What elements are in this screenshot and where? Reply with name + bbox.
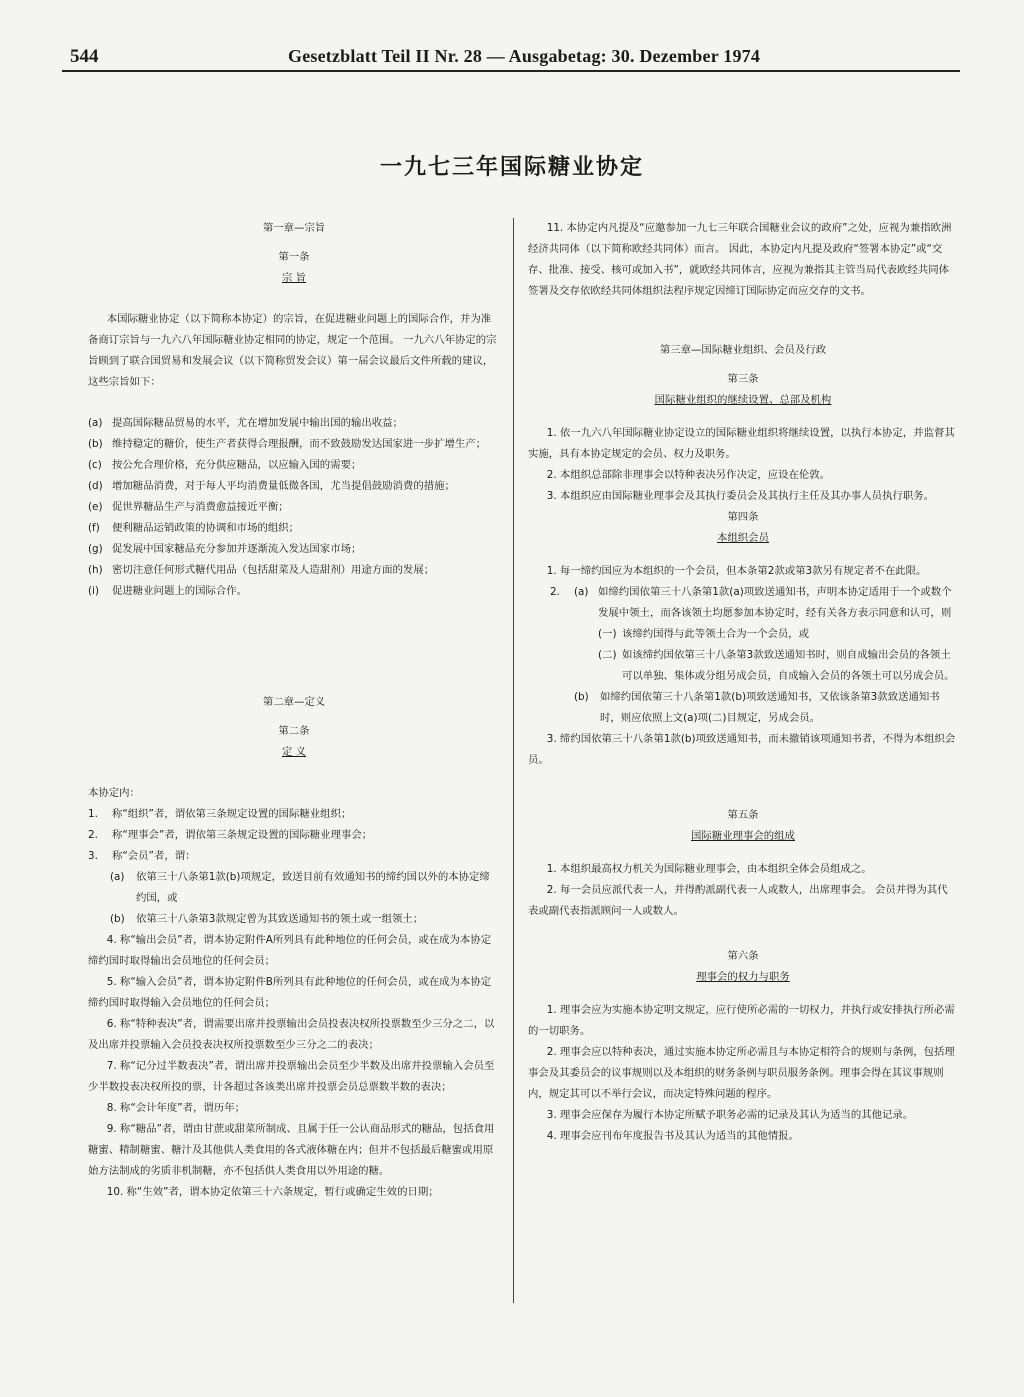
paragraph: 本国际糖业协定（以下简称本协定）的宗旨，在促进糖业问题上的国际合作，并为准备商订宗旨与一九六八年国际糖业协定相同的协定，规定一个范围。 一九六八年协定的宗旨顾到了联合国贸易和发展会议（以下简称贸发会议）第一届会议最后文件所载的建议，这些宗旨如下：: [88, 313, 497, 388]
paragraph: 8. 称“会计年度”者，谓历年；: [106, 1102, 245, 1114]
list-item-label: (b): [88, 438, 103, 450]
running-header: [62, 44, 960, 72]
list-item-text: 增加糖品消费，对于每人平均消费量低微各国，尤当提倡鼓励消费的措施；: [112, 480, 455, 492]
list-item-text: 促进糖业问题上的国际合作。: [112, 585, 248, 597]
list-item-text: 按公允合理价格，充分供应糖品，以应输入国的需要；: [112, 459, 362, 471]
paragraph: 2. 本组织总部除非理事会以特种表决另作决定，应设在伦敦。: [546, 469, 831, 481]
paragraph: 2. 理事会应以特种表决，通过实施本协定所必需且与本协定相符合的规则与条例，包括理事会及其委员会的议事规则以及本组织的财务条例与职员服务条例。理事会得在其议事规则内，规定其可以不举行会议，而决定特殊问题的程序。: [528, 1046, 955, 1100]
list-item: [88, 476, 500, 497]
paragraph: 11. 本协定内凡提及“应邀参加一九七三年联合国糖业会议的政府”之处，应视为兼指欧洲经济共同体（以下简称欧经共同体）而言。 因此，本协定内凡提及政府“签署本协定”或“交存、批准、接受、核可或加入书”，就欧经共同体言，应视为兼指其主管当局代表欧经共同体签署及交存依欧经共同体组织法程序规定因缔订国际协定而应交存的文书。: [528, 222, 952, 297]
paragraph: 4. 称“输出会员”者，谓本协定附件A所列具有此种地位的任何会员，或在成为本协定缔约国时取得输出会员地位的任何会员；: [88, 934, 492, 967]
article-title: 本组织会员: [717, 532, 769, 544]
objectives-list: [88, 413, 500, 602]
list-item-text: 促世界糖品生产与消费愈益接近平衡；: [112, 501, 289, 513]
chapter-heading: 第二章—定义: [262, 696, 326, 708]
list-item-label: (i): [88, 585, 99, 597]
article-title: 国际糖业理事会的组成: [691, 830, 795, 842]
paragraph-item: 2. (a) 如缔约国依第三十八条第1款(a)项致送通知书，声明本协定适用于一个或数个发展中领土，而各该领土均愿参加本协定时，经有关各方表示同意和认可，则: [550, 586, 952, 619]
list-item-label: (e): [88, 501, 103, 513]
article-number: 第五条: [727, 809, 759, 821]
paragraph: 1. 依一九六八年国际糖业协定设立的国际糖业组织将继续设置，以执行本协定，并监督其实施，具有本协定规定的会员、权力及职务。: [528, 427, 955, 460]
article-number: 第二条: [278, 725, 310, 737]
list-item: [88, 539, 500, 560]
paragraph: 5. 称“输入会员”者，谓本协定附件B所列具有此种地位的任何会员，或在成为本协定缔约国时取得输入会员地位的任何会员；: [88, 976, 492, 1009]
list-item: [88, 497, 500, 518]
paragraph: 本协定内：: [88, 787, 140, 799]
chapter-heading: 第一章—宗旨: [262, 222, 326, 234]
list-item-label: (a): [88, 417, 103, 429]
article-number: 第一条: [278, 251, 310, 263]
paragraph: 3. 理事会应保存为履行本协定所赋予职务必需的记录及其认为适当的其他记录。: [546, 1109, 914, 1121]
article-title: 理事会的权力与职务: [696, 971, 790, 983]
definition-item: 1. 称“组织”者，谓依第三条规定设置的国际糖业组织；: [88, 808, 352, 820]
right-column: [528, 218, 958, 1147]
paragraph: 1. 理事会应为实施本协定明文规定，应行使所必需的一切权力，并执行或安排执行所必需的一切职务。: [528, 1004, 955, 1037]
list-item: [88, 413, 500, 434]
definition-item: 3. 称“会员”者，谓：: [88, 850, 196, 862]
list-item-label: (d): [88, 480, 103, 492]
chapter-heading: 第三章—国际糖业组织、会员及行政: [659, 344, 827, 356]
paragraph-subitem: (b) 如缔约国依第三十八条第1款(b)项致送通知书，又依该条第3款致送通知书时，则应依照上文(a)项(二)目规定，另成会员。: [574, 691, 940, 724]
column-divider: [513, 218, 514, 1303]
list-item: [88, 560, 500, 581]
article-number: 第六条: [727, 950, 759, 962]
list-item: [88, 434, 500, 455]
paragraph: 10. 称“生效”者，谓本协定依第三十六条规定，暂行或确定生效的日期；: [106, 1186, 439, 1198]
paragraph: 2. 每一会员应派代表一人，并得酌派副代表一人或数人，出席理事会。 会员并得为其代表或副代表指派顾问一人或数人。: [528, 884, 948, 917]
paragraph: 1. 每一缔约国应为本组织的一个会员，但本条第2款或第3款另有规定者不在此限。: [546, 565, 927, 577]
list-item: [88, 518, 500, 539]
paragraph: 1. 本组织最高权力机关为国际糖业理事会，由本组织全体会员组成之。: [546, 863, 872, 875]
definition-subitem: (b) 依第三十八条第3款规定曾为其致送通知书的领土或一组领土；: [110, 913, 424, 925]
paragraph: 7. 称“记分过半数表决”者，谓出席并投票输出会员至少半数及出席并投票输入会员至少半数投表决权所投的票，计各超过各该类出席并投票会员总票数半数的表决；: [88, 1060, 495, 1093]
list-item-text: 促发展中国家糖品充分参加并逐渐流入发达国家市场；: [112, 543, 362, 555]
paragraph: 3. 缔约国依第三十八条第1款(b)项致送通知书，而未撤销该项通知书者，不得为本组织会员。: [528, 733, 956, 766]
list-item-text: 便利糖品运销政策的协调和市场的组织；: [112, 522, 300, 534]
list-item-label: (c): [88, 459, 102, 471]
list-item-text: 密切注意任何形式糖代用品（包括甜菜及人造甜剂）用途方面的发展；: [112, 564, 435, 576]
definition-item: 2. 称“理事会”者，谓依第三条规定设置的国际糖业理事会；: [88, 829, 373, 841]
list-item-label: (f): [88, 522, 100, 534]
paragraph: 4. 理事会应刊布年度报告书及其认为适当的其他情报。: [546, 1130, 799, 1142]
list-item-label: (g): [88, 543, 103, 555]
paragraph-subitem: (一) 该缔约国得与此等领土合为一个会员，或: [598, 628, 810, 640]
paragraph-subitem: (二) 如该缔约国依第三十八条第3款致送通知书时，则自成输出会员的各领土可以单独、集体或分组另成会员，自成输入会员的各领土可以另成会员。: [598, 649, 955, 682]
article-title: 定 义: [281, 746, 307, 758]
left-column: [88, 218, 500, 1203]
list-item: [88, 455, 500, 476]
definition-subitem: (a) 依第三十八条第1款(b)项规定，致送目前有效通知书的缔约国以外的本协定缔约国，或: [110, 871, 490, 904]
article-number: 第三条: [727, 373, 759, 385]
list-item: [88, 581, 500, 602]
list-item-text: 维持稳定的糖价，使生产者获得合理报酬，而不致鼓励发达国家进一步扩增生产；: [112, 438, 487, 450]
page-number: 544: [70, 46, 99, 67]
paragraph: 3. 本组织应由国际糖业理事会及其执行委员会及其执行主任及其办事人员执行职务。: [546, 490, 934, 502]
paragraph: 9. 称“糖品”者，谓由甘蔗或甜菜所制成、且属于任一公认商品形式的糖品，包括食用糖蜜、精制糖蜜、糖汁及其他供人类食用的各式液体糖在内；但并不包括最后糖蜜或用原始方法制成的劣质非机制糖，亦不包括供人类食用以外用途的糖。: [88, 1123, 495, 1177]
paragraph: 6. 称“特种表决”者，谓需要出席并投票输出会员投表决权所投票数至少三分之二，以及出席并投票输入会员投表决权所投票数至少三分之二的表决；: [88, 1018, 495, 1051]
list-item-label: (h): [88, 564, 103, 576]
header-title: Gesetzblatt Teil II Nr. 28 — Ausgabetag: 30. Dezember 1974: [288, 46, 761, 66]
list-item-text: 提高国际糖品贸易的水平，尤在增加发展中输出国的输出收益；: [112, 417, 403, 429]
article-title: 国际糖业组织的继续设置、总部及机构: [654, 394, 832, 406]
article-number: 第四条: [727, 511, 759, 523]
document-title: 一九七三年国际糖业协定: [379, 155, 644, 180]
article-title: 宗 旨: [281, 272, 307, 284]
